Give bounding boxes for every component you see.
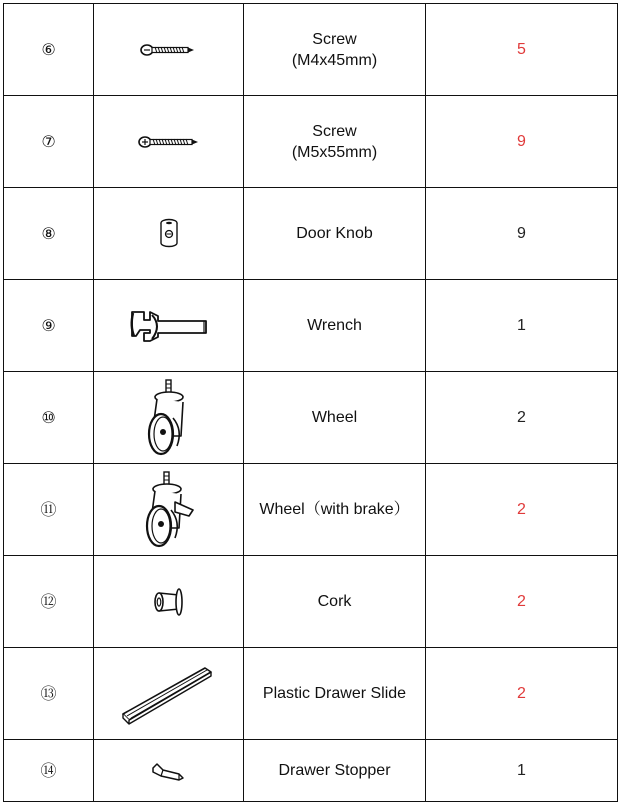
part-image-cell [94,740,244,802]
table-row [4,280,618,372]
part-name [244,96,426,188]
part-name-line: Wheel [311,409,358,426]
part-image-cell [94,4,244,96]
part-image-cell [94,648,244,740]
long-screw-icon [137,132,201,152]
part-name-line: Drawer Stopper [278,762,391,779]
parts-table [3,3,618,802]
drawer-stopper-icon [149,760,189,782]
part-image-cell [94,464,244,556]
part-quantity: 2 [426,648,618,740]
table-row [4,96,618,188]
part-name [244,464,426,556]
part-number: ⑥ [4,4,94,96]
part-number: ⑦ [4,96,94,188]
part-name-line: Cork [317,593,352,610]
part-name [244,372,426,464]
part-name [244,740,426,802]
part-name [244,648,426,740]
part-name-line: Wheel（with brake） [259,501,410,518]
part-size-line: (M4x45mm) [291,51,378,69]
part-quantity: 2 [426,372,618,464]
part-number: ⑭ [4,740,94,802]
table-row [4,740,618,802]
cork-icon [149,587,189,617]
part-name-line: Door Knob [296,225,373,242]
part-number: ⑧ [4,188,94,280]
part-name [244,280,426,372]
part-name [244,556,426,648]
part-number: ⑬ [4,648,94,740]
table-row [4,648,618,740]
part-name-line: Wrench [307,317,362,334]
drawer-slide-icon [119,662,219,726]
part-name-line: Screw [312,30,357,48]
door-knob-icon [154,217,184,251]
part-image-cell [94,372,244,464]
part-image-cell [94,556,244,648]
screw-icon [139,40,199,60]
part-size-line: (M5x55mm) [291,143,378,161]
part-number: ⑫ [4,556,94,648]
part-quantity: 2 [426,464,618,556]
caster-wheel-brake-icon [139,470,199,550]
caster-wheel-icon [141,378,197,458]
part-number: ⑪ [4,464,94,556]
table-row [4,188,618,280]
part-quantity: 9 [426,188,618,280]
part-name [244,188,426,280]
part-quantity: 5 [426,4,618,96]
table-row [4,464,618,556]
table-row [4,4,618,96]
part-name-line: Plastic Drawer Slide [262,685,407,702]
part-image-cell [94,96,244,188]
table-row [4,372,618,464]
part-name-line: Screw [312,122,357,140]
part-image-cell [94,188,244,280]
part-quantity: 2 [426,556,618,648]
part-image-cell [94,280,244,372]
part-quantity: 1 [426,740,618,802]
part-number: ⑩ [4,372,94,464]
part-number: ⑨ [4,280,94,372]
part-name [244,4,426,96]
wrench-icon [128,306,210,346]
part-quantity: 1 [426,280,618,372]
part-quantity: 9 [426,96,618,188]
table-row [4,556,618,648]
